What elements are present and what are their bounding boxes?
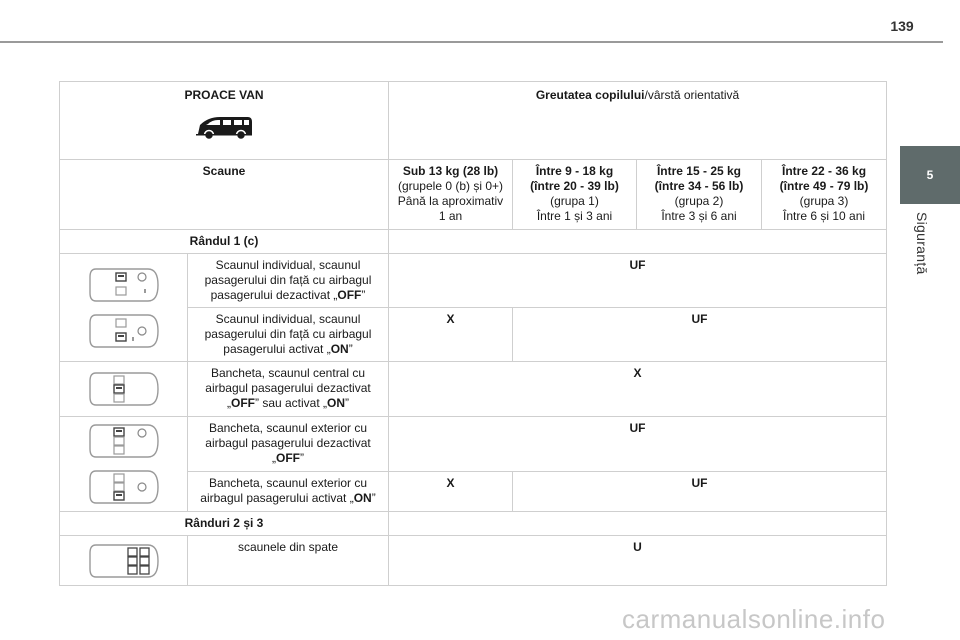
page-number: 139 <box>890 18 914 34</box>
rear-seats-icon <box>88 541 160 581</box>
icon-cell-front-seat <box>60 254 188 362</box>
group-0-cell: Sub 13 kg (28 lb) (grupele 0 (b) și 0+) Până la aproximativ 1 an <box>389 160 513 230</box>
row-desc: Scaunul individual, scaunul pasagerului din față cu airbagul pasagerului dezactivat „OFF” <box>188 254 389 308</box>
group-3-cell: Între 22 - 36 kg (între 49 - 79 lb) (grupa 3) Între 6 și 10 ani <box>762 160 887 230</box>
row-desc: Bancheta, scaunul exterior cu airbagul pasagerului dezactivat „OFF” <box>188 417 389 472</box>
vehicle-name: PROACE VAN <box>184 88 264 102</box>
child-seat-table <box>59 81 887 586</box>
weight-header: Greutatea copilului/vârstă orientativă <box>389 82 887 160</box>
table-row <box>60 254 887 308</box>
chapter-title: Siguranță <box>914 212 930 275</box>
table-row <box>60 362 887 417</box>
row-value: UF <box>389 417 887 472</box>
row-value-group-0: X <box>389 308 513 362</box>
row-desc: scaunele din spate <box>188 536 389 586</box>
group-1-cell: Între 9 - 18 kg (între 20 - 39 lb) (grupa 1) Între 1 și 3 ani <box>513 160 637 230</box>
icon-cell-bench-center <box>60 362 188 417</box>
row-value-groups-1-3: UF <box>513 308 887 362</box>
bench-outer-airbag-on-icon <box>88 467 160 507</box>
row1-label: Rândul 1 (c) <box>60 230 389 254</box>
front-seat-airbag-on-icon <box>88 311 160 351</box>
chapter-tab: 5 <box>900 146 960 204</box>
row-desc: Scaunul individual, scaunul pasagerului din față cu airbagul pasagerului activat „ON” <box>188 308 389 362</box>
table-row <box>60 417 887 472</box>
row-value: UF <box>389 254 887 308</box>
icon-cell-bench-outer <box>60 417 188 512</box>
table-row <box>60 536 887 586</box>
van-icon <box>194 113 254 143</box>
icon-cell-rear-seats <box>60 536 188 586</box>
vehicle-cell <box>60 82 389 160</box>
section-row-1 <box>60 230 887 254</box>
seats-label: Scaune <box>60 160 389 230</box>
group-2-cell: Între 15 - 25 kg (între 34 - 56 lb) (grupa 2) Între 3 și 6 ani <box>637 160 762 230</box>
table-header-row <box>60 82 887 160</box>
row-desc: Bancheta, scaunul exterior cu airbagul pasagerului activat „ON” <box>188 472 389 512</box>
row-value: U <box>389 536 887 586</box>
front-seat-airbag-off-icon <box>88 265 160 305</box>
watermark: carmanualsonline.info <box>622 604 886 634</box>
row-value-group-0: X <box>389 472 513 512</box>
row-value-groups-1-3: UF <box>513 472 887 512</box>
bench-center-seat-icon <box>88 369 160 409</box>
row-value: X <box>389 362 887 417</box>
header-rule <box>0 41 943 43</box>
section-row-2-3 <box>60 512 887 536</box>
rows23-label: Rânduri 2 și 3 <box>60 512 389 536</box>
group-row <box>60 160 887 230</box>
bench-outer-airbag-off-icon <box>88 421 160 461</box>
row-desc: Bancheta, scaunul central cu airbagul pasagerului dezactivat „OFF” sau activat „ON” <box>188 362 389 417</box>
